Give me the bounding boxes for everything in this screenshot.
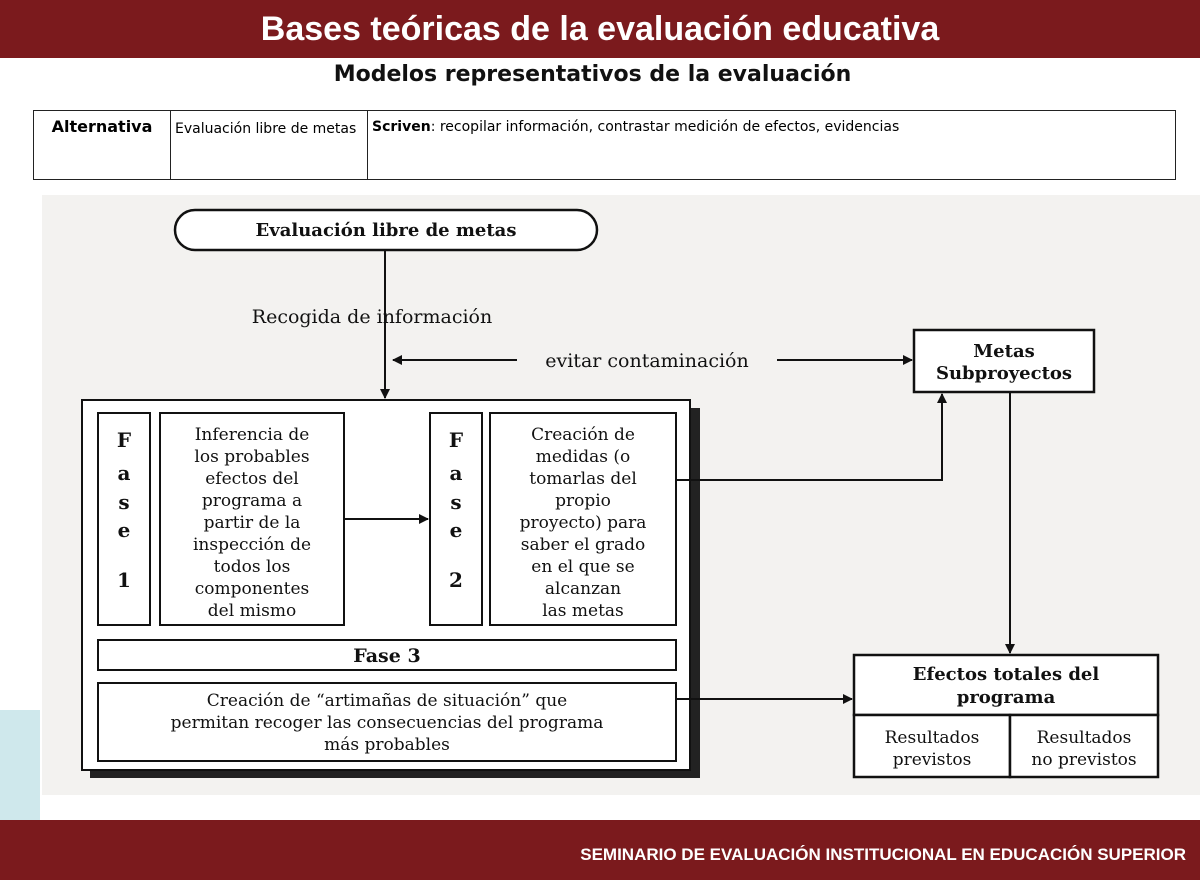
metas-line1: Metas <box>973 341 1035 362</box>
inferencia-line: inspección de <box>192 535 312 555</box>
model-type-cell: Alternativa <box>34 111 171 180</box>
inferencia-line: efectos del <box>205 469 299 489</box>
fase1-letter: F <box>116 428 132 452</box>
diagram-canvas <box>42 195 1200 795</box>
medidas-line: en el que se <box>531 557 635 577</box>
medidas-line: las metas <box>542 601 624 621</box>
medidas-line: tomarlas del <box>529 469 637 489</box>
medidas-line: Creación de <box>531 425 635 445</box>
noprevistos-line2: no previstos <box>1031 750 1137 770</box>
contamination-label: evitar contaminación <box>545 350 749 372</box>
noprevistos-line1: Resultados <box>1036 728 1132 748</box>
medidas-line: medidas (o <box>535 447 631 467</box>
inferencia-line: todos los <box>213 557 291 577</box>
fase1-letter: 1 <box>117 568 131 592</box>
medidas-line: proyecto) para <box>519 513 647 533</box>
header-bar <box>0 0 1200 58</box>
fase2-letter: a <box>449 461 463 485</box>
fase1-letter: e <box>117 518 131 542</box>
efectos-line1: Efectos totales del <box>912 664 1100 685</box>
artimanas-line: Creación de “artimañas de situación” que <box>206 691 568 711</box>
start-node-label: Evaluación libre de metas <box>255 220 517 241</box>
inferencia-line: del mismo <box>207 601 297 621</box>
efectos-line2: programa <box>956 687 1056 708</box>
fase2-letter: F <box>448 428 464 452</box>
fase2-letter: 2 <box>449 568 463 592</box>
connector-medidas-metas <box>676 394 942 480</box>
fase2-letter: s <box>450 490 462 514</box>
flow-diagram <box>42 195 1200 795</box>
inferencia-line: Inferencia de <box>194 425 310 445</box>
model-description: : recopilar información, contrastar medición de efectos, evidencias <box>430 119 900 135</box>
model-name-cell: Evaluación libre de metas <box>171 111 368 180</box>
table-row <box>34 111 1176 180</box>
inferencia-line: los probables <box>194 447 310 467</box>
recogida-label: Recogida de información <box>251 306 493 328</box>
summary-table <box>33 110 1176 180</box>
model-description-cell <box>368 111 1176 180</box>
metas-line2: Subproyectos <box>935 363 1073 384</box>
footer-bar <box>0 820 1200 880</box>
decorative-strip <box>0 710 40 820</box>
inferencia-text <box>193 425 311 621</box>
fase1-letter: a <box>117 461 131 485</box>
artimanas-line: más probables <box>324 735 450 755</box>
artimanas-line: permitan recoger las consecuencias del programa <box>170 713 604 733</box>
fase3-label: Fase 3 <box>353 645 421 667</box>
inferencia-line: componentes <box>194 579 310 599</box>
inferencia-line: partir de la <box>203 513 301 533</box>
author-name: Scriven <box>372 119 431 135</box>
inferencia-line: programa a <box>201 491 303 511</box>
medidas-line: saber el grado <box>520 535 646 555</box>
footer-text: SEMINARIO DE EVALUACIÓN INSTITUCIONAL EN EDUCACIÓN SUPERIOR <box>580 845 1186 864</box>
section-subtitle: Modelos representativos de la evaluación <box>333 62 852 87</box>
fase1-letter: s <box>118 490 130 514</box>
medidas-line: alcanzan <box>544 579 622 599</box>
medidas-line: propio <box>555 491 611 511</box>
fase2-letter: e <box>449 518 463 542</box>
previstos-line1: Resultados <box>884 728 980 748</box>
previstos-line2: previstos <box>892 750 972 770</box>
page-title: Bases teóricas de la evaluación educativa <box>260 10 940 48</box>
